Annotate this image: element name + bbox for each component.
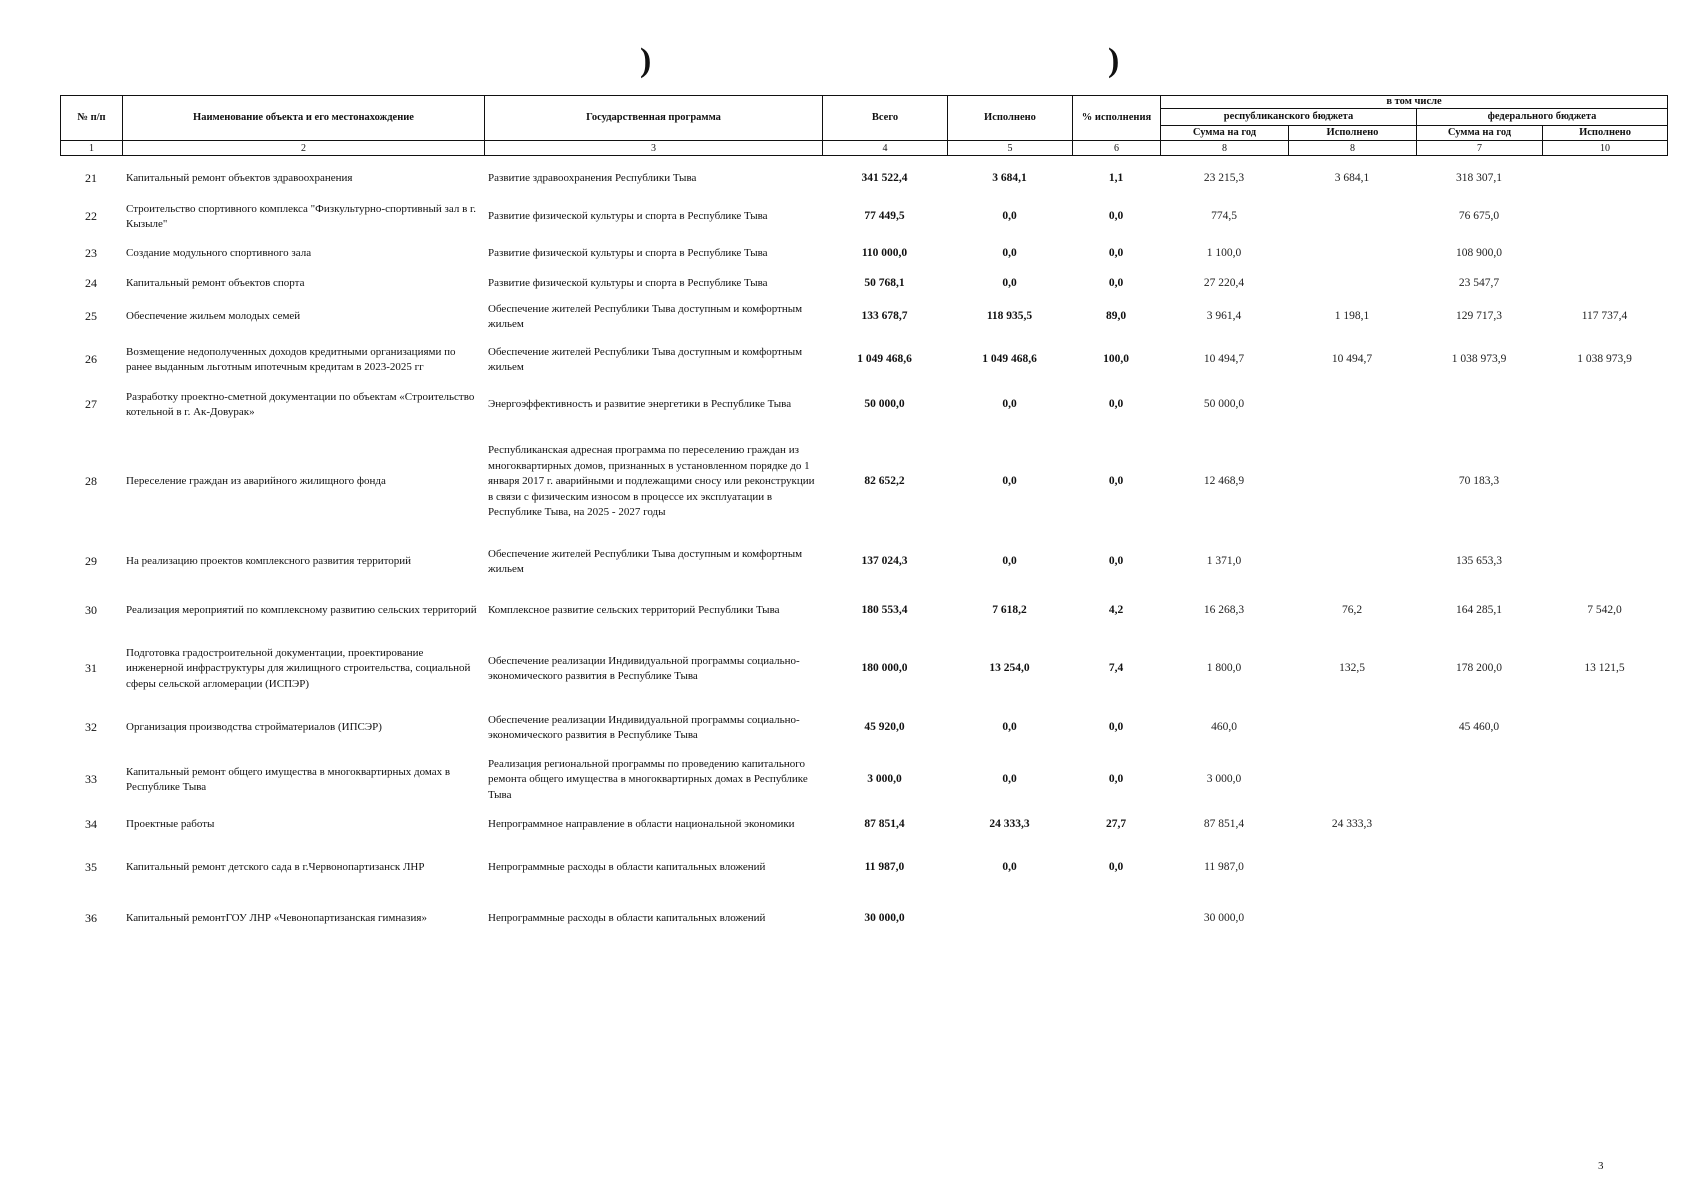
row-number: 35	[85, 860, 97, 875]
federal-executed: 1 038 973,9	[1577, 353, 1632, 366]
object-name: На реализацию проектов комплексного развития территорий	[126, 555, 412, 568]
republic-executed	[1288, 269, 1416, 299]
executed-amount: 0,0	[1002, 555, 1017, 568]
table-row	[60, 891, 1667, 947]
total-amount: 3 000,0	[867, 773, 902, 786]
execution-percent: 7,4	[1108, 662, 1124, 675]
republic-sum: 27 220,4	[1203, 277, 1245, 290]
state-program: Комплексное развитие сельских территорий Республики Тыва	[488, 604, 780, 617]
state-program: Непрограммные расходы в области капитальных вложений	[488, 912, 766, 925]
bracket-mark-right: )	[1108, 42, 1120, 79]
col-number: 10	[1543, 141, 1668, 156]
executed-amount: 7 618,2	[992, 604, 1027, 617]
republic-executed	[1288, 425, 1416, 539]
row-number: 32	[85, 720, 97, 735]
executed-amount: 0,0	[1002, 861, 1017, 874]
federal-sum: 178 200,0	[1456, 662, 1502, 675]
federal-sum: 45 460,0	[1458, 721, 1500, 734]
table-header	[60, 95, 1668, 156]
federal-sum	[1416, 755, 1542, 805]
federal-sum	[1416, 385, 1542, 425]
federal-executed: 7 542,0	[1587, 604, 1622, 617]
federal-executed	[1542, 269, 1667, 299]
total-amount: 1 049 468,6	[857, 353, 912, 366]
executed-amount: 13 254,0	[989, 662, 1030, 675]
object-name: Капитальный ремонт объектов здравоохранения	[126, 172, 353, 185]
table-row	[60, 755, 1667, 805]
total-amount: 50 000,0	[864, 398, 905, 411]
execution-percent: 0,0	[1108, 277, 1124, 290]
execution-percent: 0,0	[1108, 721, 1124, 734]
total-amount: 30 000,0	[864, 912, 905, 925]
federal-sum: 164 285,1	[1456, 604, 1502, 617]
table-row	[60, 269, 1667, 299]
state-program: Энергоэффективность и развитие энергетики в Республике Тыва	[488, 398, 792, 411]
federal-sum: 318 307,1	[1456, 172, 1502, 185]
row-number: 24	[85, 276, 97, 291]
republic-sum: 23 215,3	[1203, 172, 1245, 185]
republic-executed	[1288, 239, 1416, 269]
state-program: Обеспечение жителей Республики Тыва доступным и комфортным жильем	[488, 547, 803, 575]
col-number: 8	[1289, 141, 1417, 156]
total-amount: 341 522,4	[861, 172, 908, 185]
row-number: 33	[85, 772, 97, 787]
federal-executed	[1542, 539, 1667, 585]
executed-amount: 0,0	[1002, 721, 1017, 734]
state-program: Обеспечение жителей Республики Тыва доступным и комфортным жильем	[488, 345, 803, 373]
republic-executed: 24 333,3	[1331, 818, 1373, 831]
total-amount: 180 553,4	[861, 604, 908, 617]
state-program: Обеспечение реализации Индивидуальной программы социально-экономического развития в Республике Тыва	[488, 713, 800, 741]
executed-amount	[947, 891, 1072, 947]
object-name: Разработку проектно-сметной документации по объектам «Строительство котельной в г. Ак-Довурак»	[126, 390, 475, 418]
col-number: 4	[823, 141, 948, 156]
republic-executed: 1 198,1	[1334, 310, 1370, 323]
republic-sum: 50 000,0	[1203, 398, 1245, 411]
row-number: 36	[85, 911, 97, 926]
federal-executed: 13 121,5	[1584, 662, 1625, 675]
object-name: Капитальный ремонт общего имущества в многоквартирных домах в Республике Тыва	[126, 765, 451, 793]
col-number: 6	[1073, 141, 1161, 156]
header-fed-done: Исполнено	[1543, 126, 1668, 141]
row-number: 27	[85, 397, 97, 412]
table-row	[60, 335, 1667, 385]
table-row	[60, 385, 1667, 425]
total-amount: 11 987,0	[864, 861, 905, 874]
republic-sum: 1 100,0	[1206, 247, 1242, 260]
header-col-no: № п/п	[61, 96, 123, 141]
federal-executed	[1542, 845, 1667, 891]
header-col-total: Всего	[823, 96, 948, 141]
republic-executed	[1288, 845, 1416, 891]
table-row	[60, 805, 1667, 845]
state-program: Непрограммное направление в области национальной экономики	[488, 818, 795, 831]
table-row	[60, 701, 1667, 755]
header-group-federal: федерального бюджета	[1417, 109, 1668, 126]
header-col-program: Государственная программа	[485, 96, 823, 141]
table-row	[60, 637, 1667, 701]
row-number: 30	[85, 603, 97, 618]
execution-percent: 4,2	[1108, 604, 1124, 617]
table-row	[60, 845, 1667, 891]
state-program: Республиканская адресная программа по переселению граждан из многоквартирных домов, признанных в установленном порядке до 1 января 2017 г. аварийными и подлежащими сносу или реконструкции в связи с физическим износом в процессе их эксплуатации в Республике Тыва, на 2025 - 2027 годы	[488, 444, 815, 519]
federal-executed	[1542, 425, 1667, 539]
federal-executed	[1542, 163, 1667, 195]
executed-amount: 3 684,1	[992, 172, 1027, 185]
federal-sum	[1416, 805, 1542, 845]
execution-percent: 0,0	[1108, 773, 1124, 786]
executed-amount: 0,0	[1002, 773, 1017, 786]
republic-sum: 774,5	[1211, 210, 1237, 223]
header-column-numbers	[61, 141, 1668, 156]
object-name: Капитальный ремонтГОУ ЛНР «Чевонопартизанская гимназия»	[126, 912, 427, 925]
col-number: 5	[948, 141, 1073, 156]
republic-sum: 12 468,9	[1203, 475, 1245, 488]
object-name: Капитальный ремонт детского сада в г.Червонопартизанск ЛНР	[126, 861, 425, 874]
header-col-pct: % исполнения	[1073, 96, 1161, 141]
header-rep-done: Исполнено	[1289, 126, 1417, 141]
federal-sum	[1416, 891, 1542, 947]
total-amount: 87 851,4	[864, 818, 905, 831]
execution-percent: 89,0	[1105, 310, 1127, 323]
row-number: 31	[85, 661, 97, 676]
federal-executed	[1542, 891, 1667, 947]
republic-executed	[1288, 385, 1416, 425]
executed-amount: 118 935,5	[986, 310, 1033, 323]
object-name: Возмещение недополученных доходов кредитными организациями по ранее выданным льготным ипотечным кредитам в 2023-2025 гг	[126, 345, 456, 373]
execution-percent: 27,7	[1105, 818, 1127, 831]
executed-amount: 0,0	[1002, 277, 1017, 290]
table-row	[60, 239, 1667, 269]
state-program: Непрограммные расходы в области капитальных вложений	[488, 861, 766, 874]
executed-amount: 0,0	[1002, 398, 1017, 411]
federal-executed	[1542, 805, 1667, 845]
header-col-name: Наименование объекта и его местонахождение	[123, 96, 485, 141]
header-col-done: Исполнено	[948, 96, 1073, 141]
republic-sum: 10 494,7	[1203, 353, 1245, 366]
execution-percent: 0,0	[1108, 210, 1124, 223]
republic-sum: 1 371,0	[1206, 555, 1242, 568]
executed-amount: 1 049 468,6	[982, 353, 1037, 366]
federal-executed	[1542, 385, 1667, 425]
col-number: 3	[485, 141, 823, 156]
execution-percent: 0,0	[1108, 247, 1124, 260]
col-number: 2	[123, 141, 485, 156]
state-program: Реализация региональной программы по проведению капитального ремонта общего имущества в многоквартирных домах в Республике Тыва	[488, 757, 808, 801]
execution-percent	[1072, 891, 1160, 947]
header-rep-sum: Сумма на год	[1161, 126, 1289, 141]
row-number: 25	[85, 309, 97, 324]
row-number: 21	[85, 171, 97, 186]
federal-executed	[1542, 701, 1667, 755]
table-row	[60, 163, 1667, 195]
execution-percent: 1,1	[1108, 172, 1124, 185]
row-number: 22	[85, 209, 97, 224]
header-fed-sum: Сумма на год	[1417, 126, 1543, 141]
executed-amount: 0,0	[1002, 475, 1017, 488]
republic-sum: 16 268,3	[1203, 604, 1245, 617]
state-program: Развитие здравоохранения Республики Тыва	[488, 172, 697, 185]
republic-executed	[1288, 755, 1416, 805]
bracket-mark-left: )	[640, 42, 652, 79]
row-number: 23	[85, 246, 97, 261]
execution-percent: 0,0	[1108, 398, 1124, 411]
federal-sum	[1416, 845, 1542, 891]
republic-executed: 76,2	[1341, 604, 1363, 617]
republic-sum: 11 987,0	[1204, 861, 1244, 874]
federal-sum: 76 675,0	[1458, 210, 1500, 223]
federal-executed	[1542, 195, 1667, 239]
executed-amount: 0,0	[1002, 247, 1017, 260]
state-program: Обеспечение жителей Республики Тыва доступным и комфортным жильем	[488, 302, 803, 330]
federal-sum: 23 547,7	[1458, 277, 1500, 290]
col-number: 1	[61, 141, 123, 156]
total-amount: 133 678,7	[861, 310, 908, 323]
federal-sum: 135 653,3	[1456, 555, 1502, 568]
table-row	[60, 539, 1667, 585]
object-name: Переселение граждан из аварийного жилищного фонда	[126, 475, 386, 488]
total-amount: 45 920,0	[864, 721, 905, 734]
executed-amount: 24 333,3	[989, 818, 1030, 831]
total-amount: 50 768,1	[864, 277, 905, 290]
object-name: Реализация мероприятий по комплексному развитию сельских территорий	[126, 604, 477, 617]
object-name: Капитальный ремонт объектов спорта	[126, 277, 305, 290]
republic-sum: 30 000,0	[1203, 912, 1245, 925]
republic-sum: 460,0	[1211, 721, 1237, 734]
row-number: 26	[85, 352, 97, 367]
total-amount: 137 024,3	[861, 555, 908, 568]
header-group-including: в том числе	[1161, 96, 1668, 109]
object-name: Создание модульного спортивного зала	[126, 247, 312, 260]
row-number: 28	[85, 474, 97, 489]
object-name: Проектные работы	[126, 818, 215, 831]
object-name: Обеспечение жильем молодых семей	[126, 310, 301, 323]
table-row	[60, 585, 1667, 637]
object-name: Подготовка градостроительной документации, проектирование инженерной инфраструктуры для жилищного строительства, социальной сферы сельской агломерации (ИСПЭР)	[126, 646, 471, 690]
republic-executed	[1288, 701, 1416, 755]
execution-percent: 0,0	[1108, 861, 1124, 874]
federal-executed	[1542, 755, 1667, 805]
table-row	[60, 195, 1667, 239]
republic-sum: 1 800,0	[1206, 662, 1242, 675]
col-number: 8	[1161, 141, 1289, 156]
republic-executed: 132,5	[1339, 662, 1365, 675]
republic-sum: 3 000,0	[1206, 773, 1242, 786]
header-group-republic: республиканского бюджета	[1161, 109, 1417, 126]
executed-amount: 0,0	[1002, 210, 1017, 223]
execution-percent: 0,0	[1108, 475, 1124, 488]
federal-sum: 129 717,3	[1456, 310, 1502, 323]
total-amount: 180 000,0	[861, 662, 908, 675]
federal-sum: 1 038 973,9	[1451, 353, 1507, 366]
republic-sum: 87 851,4	[1203, 818, 1245, 831]
col-number: 7	[1417, 141, 1543, 156]
federal-executed: 117 737,4	[1581, 310, 1628, 323]
state-program: Обеспечение реализации Индивидуальной программы социально-экономического развития в Республике Тыва	[488, 654, 800, 682]
republic-executed: 10 494,7	[1331, 353, 1373, 366]
table-row	[60, 299, 1667, 335]
total-amount: 77 449,5	[864, 210, 905, 223]
state-program: Развитие физической культуры и спорта в Республике Тыва	[488, 247, 768, 260]
federal-sum: 108 900,0	[1456, 247, 1502, 260]
data-table	[60, 163, 1667, 947]
republic-sum: 3 961,4	[1206, 310, 1242, 323]
total-amount: 82 652,2	[864, 475, 905, 488]
total-amount: 110 000,0	[861, 247, 908, 260]
object-name: Организация производства стройматериалов (ИПСЭР)	[126, 721, 382, 734]
state-program: Развитие физической культуры и спорта в Республике Тыва	[488, 210, 768, 223]
execution-percent: 100,0	[1103, 353, 1129, 366]
page-number: 3	[1598, 1160, 1604, 1172]
republic-executed	[1288, 195, 1416, 239]
row-number: 29	[85, 554, 97, 569]
table-row	[60, 425, 1667, 539]
federal-executed	[1542, 239, 1667, 269]
state-program: Развитие физической культуры и спорта в Республике Тыва	[488, 277, 768, 290]
republic-executed	[1288, 891, 1416, 947]
object-name: Строительство спортивного комплекса "Физкультурно-спортивный зал в г. Кызыле"	[126, 202, 477, 230]
republic-executed	[1288, 539, 1416, 585]
federal-sum: 70 183,3	[1458, 475, 1500, 488]
execution-percent: 0,0	[1108, 555, 1124, 568]
row-number: 34	[85, 817, 97, 832]
republic-executed: 3 684,1	[1334, 172, 1370, 185]
